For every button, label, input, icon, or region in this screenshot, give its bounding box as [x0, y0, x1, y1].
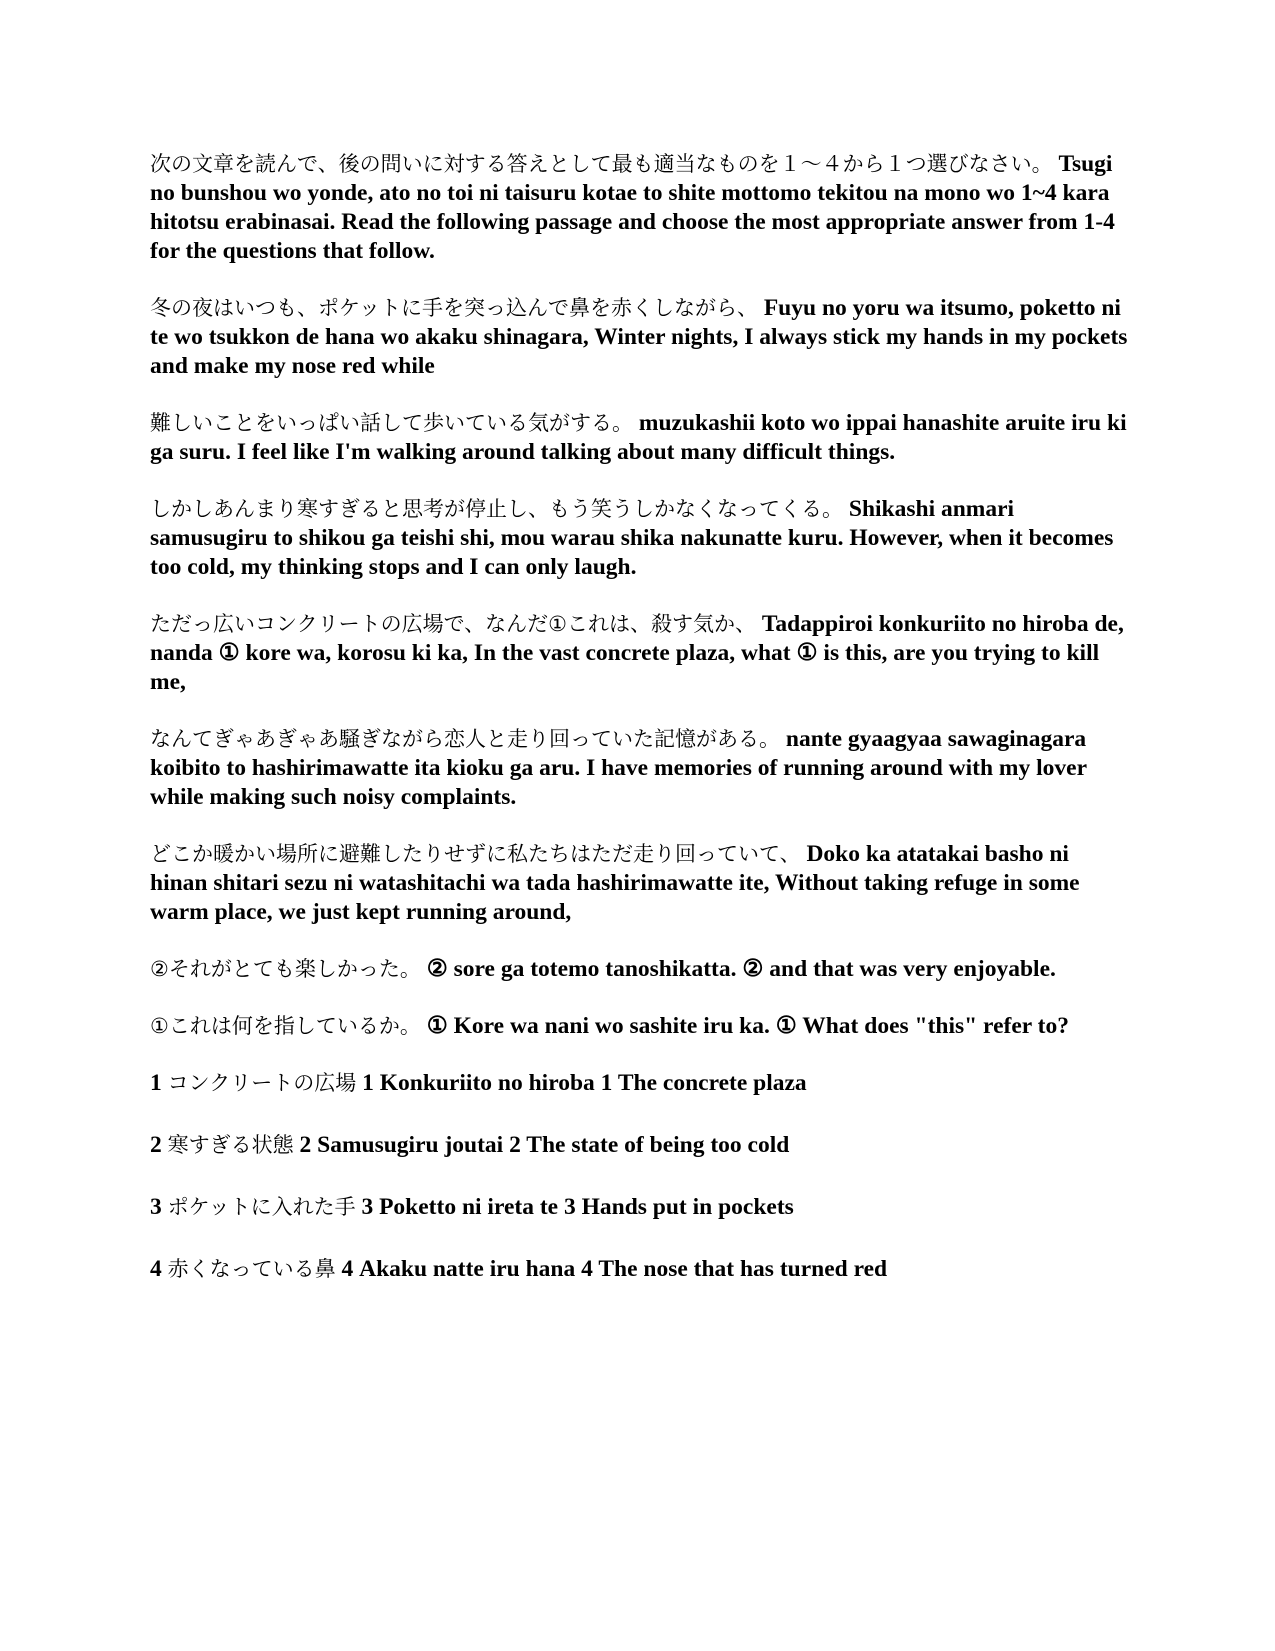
passage-line-1: [150, 294, 1130, 381]
passage-japanese: なんてぎゃあぎゃあ騒ぎながら恋人と走り回っていた記憶がある。: [150, 727, 780, 751]
document-page: [150, 150, 1130, 1317]
option-japanese: ポケットに入れた手: [167, 1195, 356, 1219]
passage-japanese: 冬の夜はいつも、ポケットに手を突っ込んで鼻を赤くしながら、: [150, 296, 758, 320]
instruction-romaji-english: Tsugi no bunshou wo yonde, ato no toi ni taisuru kotae to shite mottomo tekitou na mono wo 1~4 kara hitotsu erabinasai. Read the following passage and choose the most appropriate answer from 1-4 for the questions that follow.: [150, 151, 1115, 264]
option-japanese: コンクリートの広場: [167, 1071, 357, 1095]
passage-japanese: どこか暖かい場所に避難したりせずに私たちはただ走り回っていて、: [150, 842, 801, 866]
option-number: 1: [150, 1070, 162, 1096]
option-number: 3: [150, 1194, 162, 1220]
answer-option-2: [150, 1131, 1130, 1160]
passage-line-3: [150, 495, 1130, 582]
passage-line-2: [150, 409, 1130, 467]
passage-translation: Fuyu no yoru wa itsumo, poketto ni te wo tsukkon de hana wo akaku shinagara, Winter nights, I always stick my hands in my pockets and make my nose red while: [150, 295, 1128, 379]
option-translation: 2 Samusugiru joutai 2 The state of being too cold: [299, 1132, 790, 1158]
passage-japanese: ただっ広いコンクリートの広場で、なんだ①これは、殺す気か、: [150, 612, 756, 636]
answer-option-4: [150, 1255, 1130, 1284]
passage-line-4: [150, 610, 1130, 697]
passage-line-7: [150, 955, 1130, 984]
passage-translation: Tadappiroi konkuriito no hiroba de, nanda ① kore wa, korosu ki ka, In the vast concrete plaza, what ① is this, are you trying to kill me,: [150, 611, 1124, 695]
passage-translation: muzukashii koto wo ippai hanashite aruite iru ki ga suru. I feel like I'm walking around talking about many difficult things.: [150, 410, 1127, 465]
question-translation: ① Kore wa nani wo sashite iru ka. ① What does "this" refer to?: [426, 1013, 1069, 1039]
passage-japanese: 難しいことをいっぱい話して歩いている気がする。: [150, 411, 633, 435]
option-number: 2: [150, 1132, 162, 1158]
passage-translation: Doko ka atatakai basho ni hinan shitari sezu ni watashitachi wa tada hashirimawatte ite, Without taking refuge in some warm place, we just kept running around,: [150, 841, 1080, 925]
passage-line-6: [150, 840, 1130, 927]
option-japanese: 寒すぎる状態: [167, 1133, 294, 1157]
option-translation: 1 Konkuriito no hiroba 1 The concrete plaza: [362, 1070, 807, 1096]
answer-option-3: [150, 1193, 1130, 1222]
passage-translation: ② sore ga totemo tanoshikatta. ② and that was very enjoyable.: [426, 956, 1056, 982]
option-japanese: 赤くなっている鼻: [167, 1257, 336, 1281]
question-paragraph: [150, 1012, 1130, 1041]
instruction-paragraph: [150, 150, 1130, 266]
passage-line-5: [150, 725, 1130, 812]
option-translation: 3 Poketto ni ireta te 3 Hands put in pockets: [361, 1194, 794, 1220]
instruction-japanese: 次の文章を読んで、後の問いに対する答えとして最も適当なものを１〜４から１つ選びなさい。: [150, 152, 1053, 176]
option-translation: 4 Akaku natte iru hana 4 The nose that has turned red: [341, 1256, 888, 1282]
passage-japanese: しかしあんまり寒すぎると思考が停止し、もう笑うしかなくなってくる。: [150, 497, 843, 521]
answer-option-1: [150, 1069, 1130, 1098]
passage-translation: Shikashi anmari samusugiru to shikou ga teishi shi, mou warau shika nakunatte kuru. However, when it becomes too cold, my thinking stops and I can only laugh.: [150, 496, 1114, 580]
option-number: 4: [150, 1256, 162, 1282]
question-japanese: ①これは何を指しているか。: [150, 1014, 421, 1038]
passage-translation: nante gyaagyaa sawaginagara koibito to hashirimawatte ita kioku ga aru. I have memories of running around with my lover while making such noisy complaints.: [150, 726, 1087, 810]
passage-japanese: ②それがとても楽しかった。: [150, 957, 421, 981]
